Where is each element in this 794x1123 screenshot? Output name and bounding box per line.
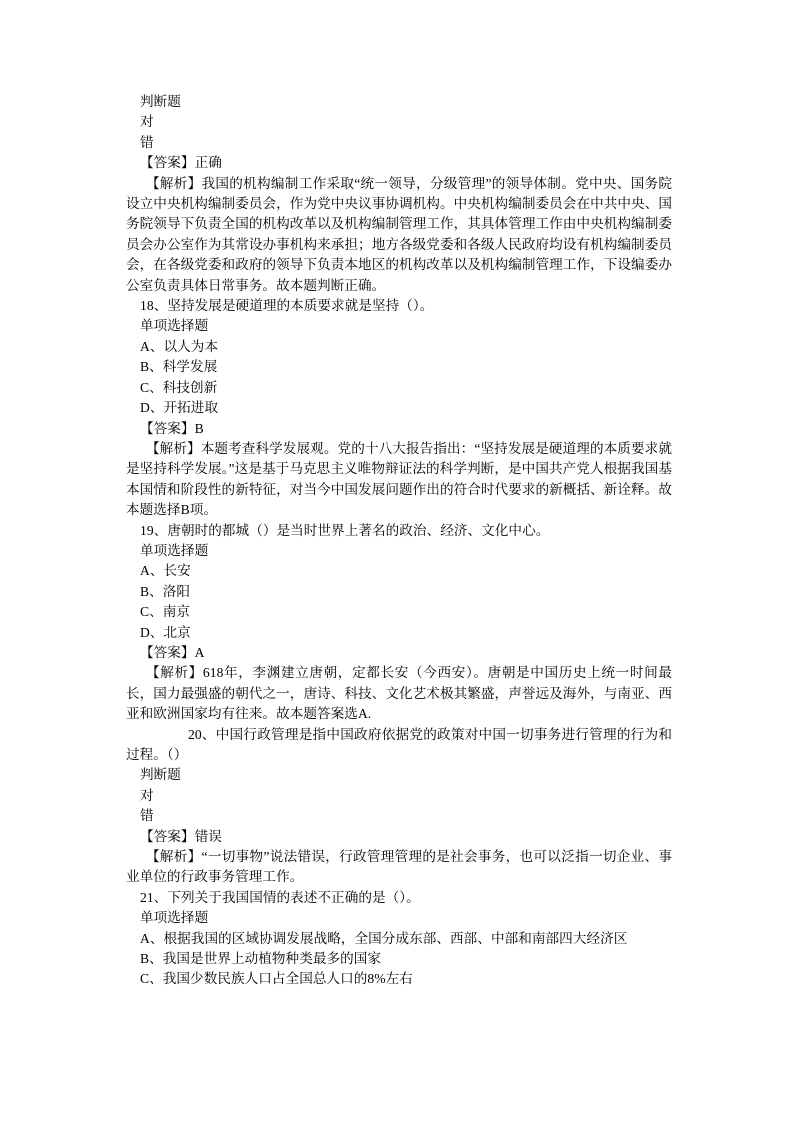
- document-line: B、我国是世界上动植物种类最多的国家: [140, 951, 382, 967]
- document-line: D、开拓进取: [140, 400, 219, 416]
- document-line: 【答案】B: [140, 420, 204, 436]
- document-line: 【答案】A: [140, 644, 205, 660]
- document-line: 【答案】错误: [140, 828, 222, 844]
- explanation-paragraph: 【解析】本题考查科学发展观。党的十八大报告指出：“坚持发展是硬道理的本质要求就是坚持科学发展。”这是基于马克思主义唯物辩证法的科学判断，是中国共产党人根据我国基本国情和阶段性的新特征，对当今中国发展问题作出的符合时代要求的新概括、新诠释。故本题选择B项。: [126, 440, 672, 518]
- document-line: 错: [140, 808, 154, 824]
- document-line: A、根据我国的区域协调发展战略，全国分成东部、西部、中部和南部四大经济区: [140, 930, 628, 946]
- document-line: C、我国少数民族人口占全国总人口的8%左右: [140, 971, 413, 987]
- explanation-paragraph: 【解析】“一切事物”说法错误，行政管理管理的是社会事务，也可以泛指一切企业、事业单位的行政事务管理工作。: [126, 849, 672, 885]
- document-line: 对: [140, 114, 154, 130]
- document-line: B、洛阳: [140, 583, 191, 599]
- document-line: 对: [140, 787, 154, 803]
- document-line: 判断题: [140, 767, 181, 783]
- document-line: 判断题: [140, 94, 181, 109]
- explanation-paragraph: 【解析】618年，李渊建立唐朝，定都长安（今西安）。唐朝是中国历史上统一时间最长，国力最强盛的朝代之一，唐诗、科技、文化艺术极其繁盛，声誉远及海外，与南亚、西亚和欧洲国家均有往来。故本题答案选A.: [126, 665, 672, 722]
- document-line: 错: [140, 134, 154, 150]
- document-line: 19、唐朝时的都城（）是当时世界上著名的政治、经济、文化中心。: [140, 522, 550, 538]
- document-line: 单项选择题: [140, 910, 209, 926]
- document-line: 单项选择题: [140, 318, 209, 334]
- document-line: 【答案】正确: [140, 155, 222, 171]
- document-line: A、长安: [140, 563, 191, 579]
- document-line: 20、中国行政管理是指中国政府依据党的政策对中国一切事务进行管理的行为和过程。（）: [126, 726, 672, 762]
- document-line: B、科学发展: [140, 359, 218, 375]
- document-line: C、南京: [140, 604, 191, 620]
- document-line: A、以人为本: [140, 338, 219, 354]
- document-line: 18、坚持发展是硬道理的本质要求就是坚持（）。: [140, 298, 434, 314]
- document-line: D、北京: [140, 624, 191, 640]
- explanation-paragraph: 【解析】我国的机构编制工作采取“统一领导，分级管理”的领导体制。党中央、国务院设立中央机构编制委员会，作为党中央议事协调机构。中央机构编制委员会在中共中央、国务院领导下负责全国的机构改革以及机构编制管理工作，其具体管理工作由中央机构编制委员会办公室作为其常设办事机构来承担；地方各级党委和各级人民政府均设有机构编制委员会，在各级党委和政府的领导下负责本地区的机构改革以及机构编制管理工作，下设编委办公室负责具体日常事务。故本题判断正确。: [126, 175, 672, 293]
- document-line: 21、下列关于我国国情的表述不正确的是（）。: [140, 889, 420, 905]
- document-line: C、科技创新: [140, 379, 218, 395]
- document-body: [126, 92, 672, 990]
- document-line: 单项选择题: [140, 542, 209, 558]
